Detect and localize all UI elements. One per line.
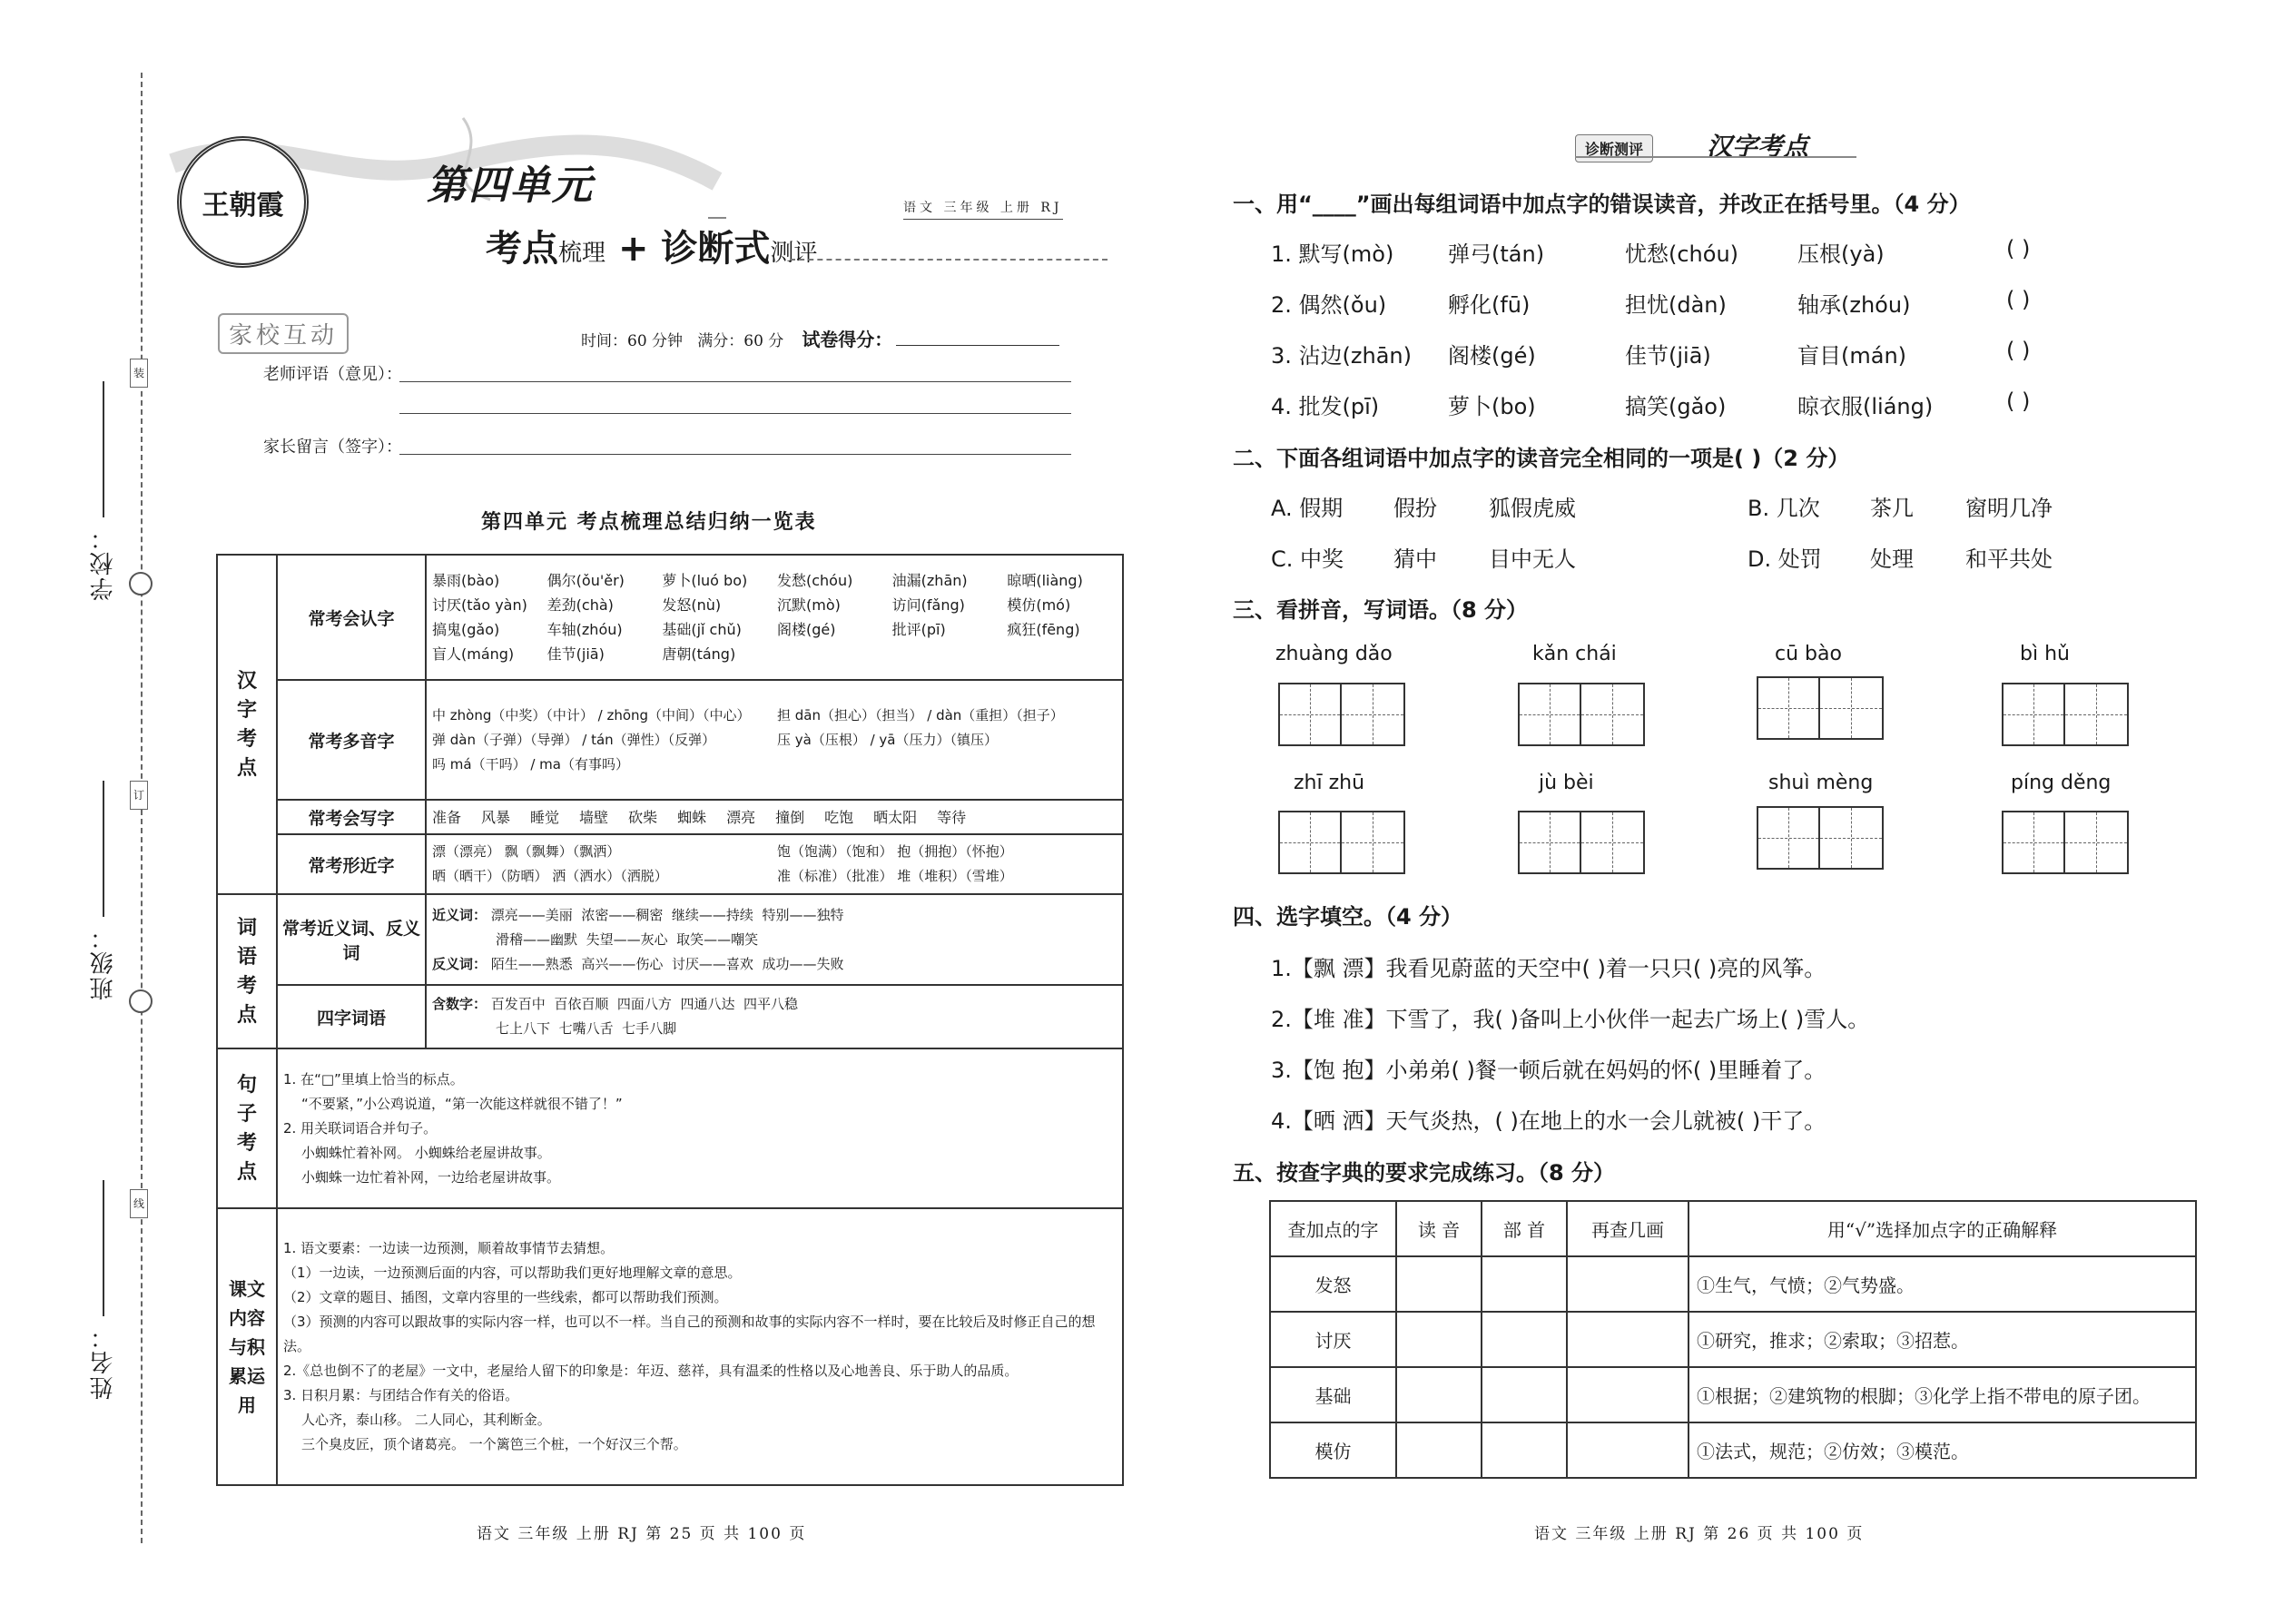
category-ciyu: 词语考点 (217, 894, 277, 1048)
xingjin-cell: 漂（漂亮） 飘（飘舞）（飘洒） 饱（饱满）（饱和） 抱（拥抱）（怀抱） 晒（晒干）（防晒） 洒（洒水）（洒脱） 准（标准）（批准） 堆（堆积）（雪堆） (426, 834, 1123, 894)
dict-word: 发怒 (1270, 1256, 1396, 1312)
tianzige-box[interactable] (1278, 811, 1405, 874)
dict-answer-cell[interactable] (1567, 1422, 1689, 1478)
tianzige-box[interactable] (2002, 811, 2129, 874)
kewen-cell: 1. 语文要素：一边读一边预测，顺着故事情节去猜想。 （1）一边读，一边预测后面的内容，可以帮助我们更好地理解文章的意思。 （2）文章的题目、插图，文章内容里的一些线索，都可以帮助我们预测。 （3）预测的内容可以跟故事的实际内容一样，也可以不一样。当自己的预测和故事的实际内容不一样时，要在比较后及时修正自己的想法。 2.《总也倒不了的老屋》一文中，老屋给人留下的印象是：年迈、慈祥，具有温柔的性格以及心地善良、乐于助人的品质。 3. 日积月累：与团结合作有关的俗语。 人心齐，泰山移。 二人同心，其利断金。 三个臭皮匠，顶个诸葛亮。 一个篱笆三个桩，一个好汉三个帮。 (277, 1208, 1123, 1485)
q2-title: 二、下面各组词语中加点字的读音完全相同的一项是( )（2 分） (1233, 446, 1850, 471)
q1-answer-paren[interactable]: ( ) (2006, 287, 2031, 312)
q4-line[interactable]: 2.【堆 准】下雪了，我( )备叫上小伙伴一起去广场上( )雪人。 (1271, 1007, 1870, 1032)
home-school-badge: 家校互动 (218, 313, 349, 354)
category-kewen: 课文内容与积累运用 (217, 1208, 277, 1485)
dict-answer-cell[interactable] (1396, 1367, 1482, 1422)
row-label: 常考会认字 (277, 555, 426, 680)
duoyin-cell: 中 zhòng（中奖）（中计） / zhōng（中间）（中心） 担 dān（担心）（担当） / dàn（重担）（担子） 弹 dàn（子弹）（导弹） / tán（弹性）（反弹） 压 yà（压根） / yā（压力）（镇压） 吗 má（干吗） / ma（有事吗） (426, 680, 1123, 800)
unit-title: 第四单元 (427, 162, 594, 209)
dict-header: 再查几画 (1567, 1201, 1689, 1256)
dict-word: 模仿 (1270, 1422, 1396, 1478)
teacher-comment-line[interactable] (399, 413, 1071, 414)
grade-meta: 语文 三年级 上册 RJ (903, 198, 1063, 220)
binding-hole-icon (129, 989, 153, 1013)
binding-tag: 订 (130, 781, 148, 810)
pinyin-label: zhī zhū (1294, 772, 1365, 794)
title-underline (1575, 156, 1856, 158)
sizi-cell: 含数字： 百发百中 百依百顺 四面八方 四通八达 四平八稳 七上八下 七嘴八舌 七手八脚 (426, 985, 1123, 1048)
left-page-footer: 语文 三年级 上册 RJ 第 25 页 共 100 页 (477, 1525, 807, 1543)
teacher-comment-line[interactable] (399, 381, 1071, 382)
row-label: 四字词语 (277, 985, 426, 1048)
category-hanzi: 汉字考点 (217, 555, 277, 894)
q1-answer-paren[interactable]: ( ) (2006, 338, 2031, 363)
renzi-cell: 暴雨(bào) 偶尔(ǒu'ěr) 萝卜(luó bo) 发愁(chóu) 油漏(zhān) 晾晒(liàng) 讨厌(tǎo yàn) 差劲(chà) 发怒(nù) 沉默(mò) 访问(fǎng) 模仿(mó) 搞鬼(gǎo) 车轴(zhóu) 基础(jǐ chǔ) 阁楼(gé) 批评(pī) 疯狂(fēng) 盲人(máng) 佳节(jiā) 唐朝(táng) (426, 555, 1123, 680)
q1-row: 3. 沾边(zhān) 阁楼(gé) 佳节(jiā) 盲目(mán) (1271, 343, 1907, 369)
category-juzi: 句子考点 (217, 1048, 277, 1208)
dict-header: 部 首 (1482, 1201, 1567, 1256)
pinyin-label: jù bèi (1539, 772, 1594, 794)
name-field: 姓名： (86, 1180, 120, 1400)
q1-row: 4. 批发(pī) 萝卜(bo) 搞笑(gǎo) 晾衣服(liáng) (1271, 394, 1934, 419)
tianzige-box[interactable] (1518, 811, 1645, 874)
tianzige-box[interactable] (2002, 683, 2129, 746)
binding-tag: 装 (130, 359, 148, 388)
parent-comment-line[interactable] (399, 454, 1071, 455)
row-label: 常考多音字 (277, 680, 426, 800)
dict-answer-cell[interactable] (1396, 1422, 1482, 1478)
jinfan-cell: 近义词： 漂亮——美丽 浓密——稠密 继续——持续 特别——独特 滑稽——幽默 失望——灰心 取笑——嘲笑 反义词： 陌生——熟悉 高兴——伤心 讨厌——喜欢 成功——失败 (426, 894, 1123, 985)
q2-option-a[interactable]: A. 假期 假扮 狐假虎威 (1271, 496, 1576, 521)
q2-option-c[interactable]: C. 中奖 猜中 目中无人 (1271, 546, 1576, 572)
q3-title: 三、看拼音，写词语。（8 分） (1233, 597, 1529, 623)
pinyin-label: cū bào (1775, 643, 1842, 665)
pinyin-label: bì hǔ (2020, 643, 2070, 665)
dict-header: 用“√”选择加点字的正确解释 (1689, 1201, 2196, 1256)
tianzige-box[interactable] (1757, 676, 1884, 740)
tianzige-box[interactable] (1518, 683, 1645, 746)
dict-explanation[interactable]: ①生气，气愤；②气势盛。 (1689, 1256, 2196, 1312)
q4-line[interactable]: 1.【飘 漂】我看见蔚蓝的天空中( )着一只只( )亮的风筝。 (1271, 956, 1826, 981)
class-field: 班级： (86, 781, 120, 1000)
binding-hole-icon (129, 572, 153, 595)
right-page-footer: 语文 三年级 上册 RJ 第 26 页 共 100 页 (1534, 1525, 1865, 1543)
diagnosis-tag: 诊断测评 (1575, 134, 1653, 162)
dict-explanation[interactable]: ①根据；②建筑物的根脚；③化学上指不带电的原子团。 (1689, 1367, 2196, 1422)
q1-answer-paren[interactable]: ( ) (2006, 389, 2031, 414)
row-label: 常考近义词、反义词 (277, 894, 426, 985)
pinyin-label: zhuàng dǎo (1275, 643, 1393, 665)
dict-answer-cell[interactable] (1482, 1422, 1567, 1478)
q4-line[interactable]: 3.【饱 抱】小弟弟( )餐一顿后就在妈妈的怀( )里睡着了。 (1271, 1058, 1826, 1083)
xiezi-cell: 准备 风暴 睡觉 墙壁 砍柴 蜘蛛 漂亮 撞倒 吃饱 晒太阳 等待 (426, 800, 1123, 834)
tianzige-box[interactable] (1278, 683, 1405, 746)
dict-answer-cell[interactable] (1567, 1312, 1689, 1367)
dict-word: 讨厌 (1270, 1312, 1396, 1367)
header-divider (790, 259, 1108, 261)
q2-option-b[interactable]: B. 几次 茶几 窗明几净 (1748, 496, 2053, 521)
pinyin-label: kǎn chái (1532, 643, 1617, 665)
summary-table (216, 554, 1124, 1486)
time-score-bar: 时间：60 分钟 满分：60 分 试卷得分： (581, 325, 1059, 351)
tianzige-box[interactable] (1757, 806, 1884, 870)
teacher-comment-label: 老师评语（意见）： (263, 365, 402, 384)
summary-title: 第四单元 考点梳理总结归纳一览表 (481, 510, 817, 534)
juzi-cell: 1. 在“□”里填上恰当的标点。 “不要紧，”小公鸡说道，“第一次能这样就很不错了！” 2. 用关联词语合并句子。 小蜘蛛忙着补网。 小蜘蛛给老屋讲故事。 小蜘蛛一边忙着补网，一边给老屋讲故事。 (277, 1048, 1123, 1208)
dict-word: 基础 (1270, 1367, 1396, 1422)
q4-line[interactable]: 4.【晒 洒】天气炎热，( )在地上的水一会儿就被( )干了。 (1271, 1108, 1826, 1134)
q1-title: 一、用“____”画出每组词语中加点字的错误读音，并改正在括号里。（4 分） (1233, 192, 1971, 217)
dict-answer-cell[interactable] (1567, 1256, 1689, 1312)
q1-row: 2. 偶然(ǒu) 孵化(fū) 担忧(dàn) 轴承(zhóu) (1271, 292, 1911, 318)
q4-title: 四、选字填空。（4 分） (1233, 904, 1463, 930)
brand-logo: 王朝霞 (177, 136, 309, 268)
parent-comment-label: 家长留言（签字）： (263, 438, 402, 457)
dict-answer-cell[interactable] (1482, 1367, 1567, 1422)
dict-header: 读 音 (1396, 1201, 1482, 1256)
binding-tag: 线 (130, 1189, 148, 1218)
q1-row: 1. 默写(mò) 弹弓(tán) 忧愁(chóu) 压根(yà) (1271, 241, 1885, 267)
q1-answer-paren[interactable]: ( ) (2006, 236, 2031, 261)
section-title: 汉字考点 (1707, 132, 1809, 162)
dictionary-table (1269, 1200, 2197, 1479)
page-subtitle: 考点梳理 + 诊断式测评 (486, 228, 818, 270)
dict-answer-cell[interactable] (1396, 1312, 1482, 1367)
school-field: 学校： (86, 381, 120, 601)
row-label: 常考会写字 (277, 800, 426, 834)
dict-answer-cell[interactable] (1396, 1256, 1482, 1312)
dict-answer-cell[interactable] (1567, 1367, 1689, 1422)
row-label: 常考形近字 (277, 834, 426, 894)
dict-explanation[interactable]: ①法式，规范；②仿效；③模范。 (1689, 1422, 2196, 1478)
dict-answer-cell[interactable] (1482, 1312, 1567, 1367)
dict-answer-cell[interactable] (1482, 1256, 1567, 1312)
q5-title: 五、按查字典的要求完成练习。（8 分） (1233, 1160, 1616, 1186)
pinyin-label: píng děng (2011, 772, 2112, 794)
q2-option-d[interactable]: D. 处罚 处理 和平共处 (1748, 546, 2053, 572)
pinyin-label: shuì mèng (1768, 772, 1874, 794)
dict-explanation[interactable]: ①研究，推求；②索取；③招惹。 (1689, 1312, 2196, 1367)
dict-header: 查加点的字 (1270, 1201, 1396, 1256)
